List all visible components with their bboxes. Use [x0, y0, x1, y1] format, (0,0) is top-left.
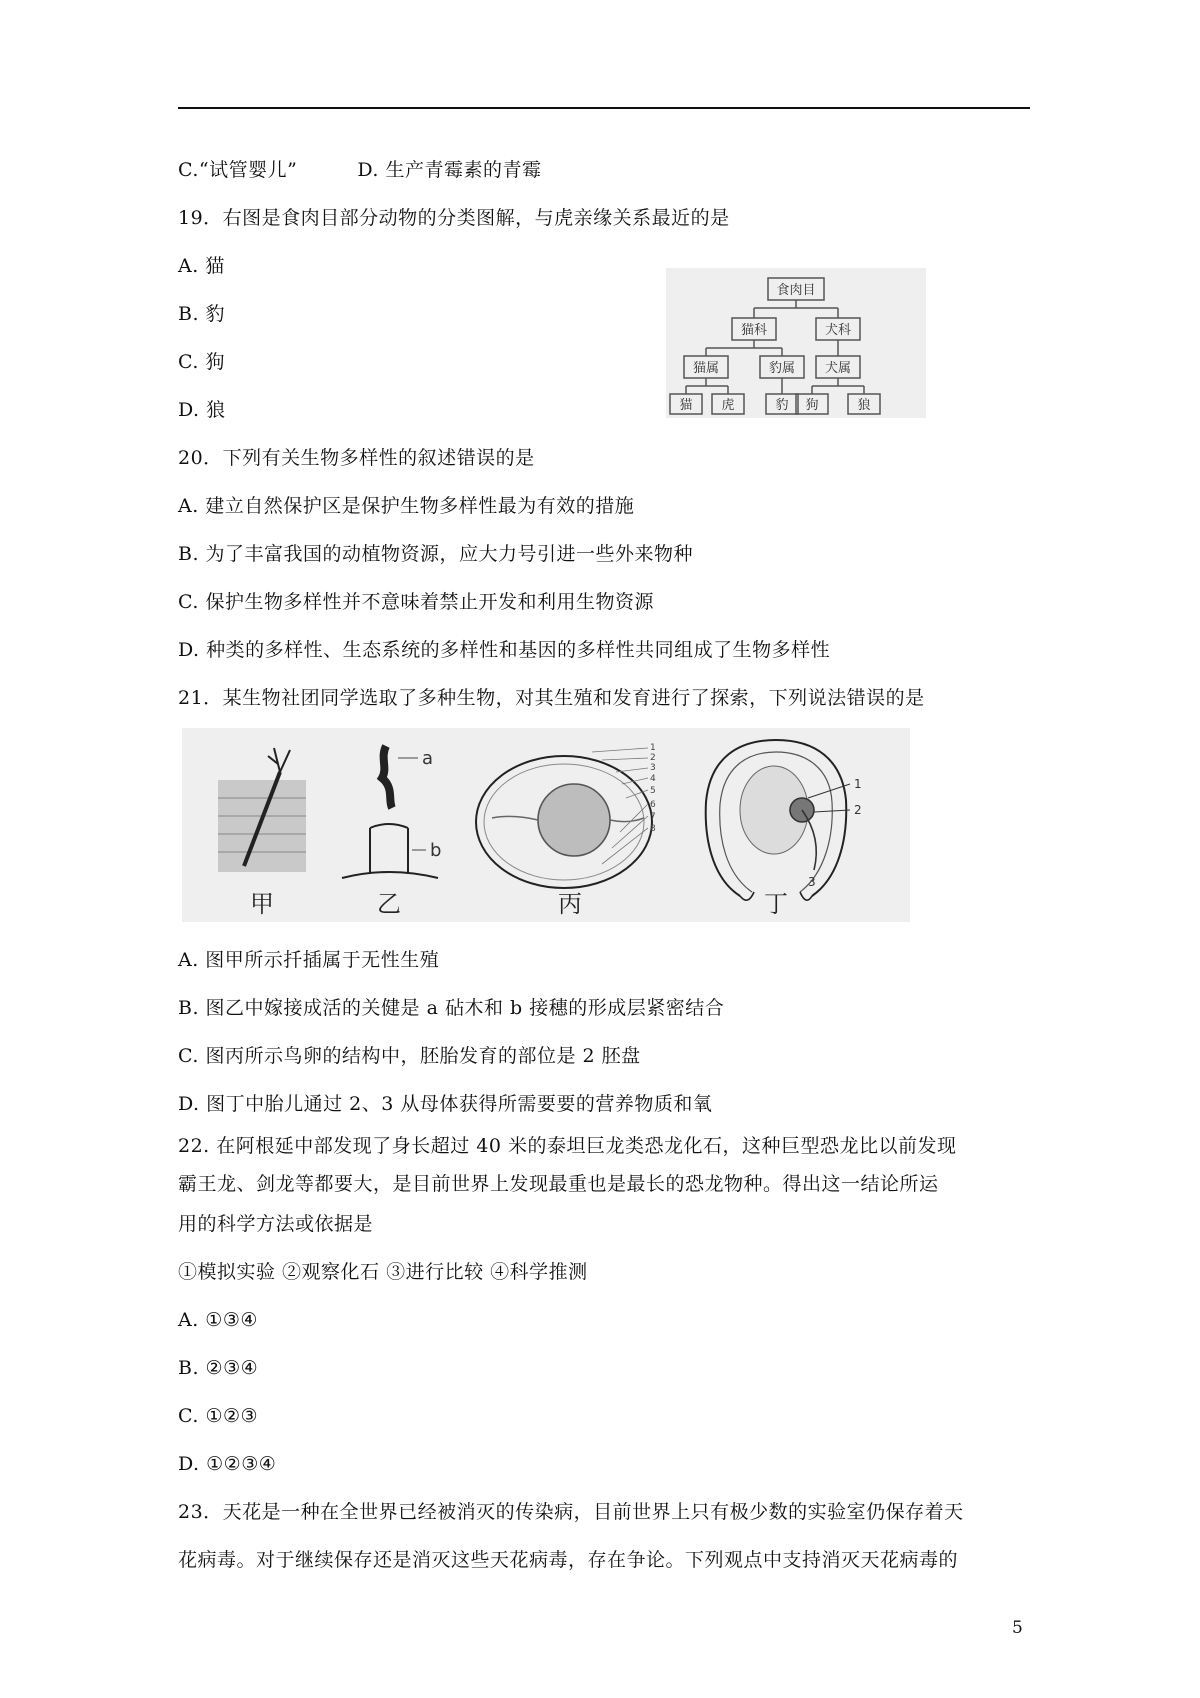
graft-upper: [382, 746, 392, 808]
egg-label-1: 1: [650, 743, 656, 753]
uterus-diagram: [706, 740, 862, 900]
classification-tree-diagram: [666, 268, 926, 418]
tree-label-species-tiger: 虎: [721, 398, 735, 413]
q20-stem: 20．下列有关生物多样性的叙述错误的是: [178, 447, 535, 469]
graft-label-b: b: [430, 840, 442, 861]
uterus-label-2: 2: [854, 803, 862, 817]
q19-stem: 19．右图是食肉目部分动物的分类图解，与虎亲缘关系最近的是: [178, 207, 730, 229]
q21-option-c: C. 图丙所示鸟卵的结构中，胚胎发育的部位是 2 胚盘: [178, 1045, 641, 1067]
q19-option-b: B. 豹: [178, 303, 226, 325]
tree-label-family-cat: 猫科: [740, 323, 768, 338]
q18-option-d: D. 生产青霉素的青霉: [357, 159, 542, 181]
caption-yi: 乙: [377, 890, 401, 918]
q23-stem-line-2: 花病毒。对于继续保存还是消灭这些天花病毒，存在争论。下列观点中支持消灭天花病毒的: [178, 1549, 959, 1571]
reproduction-diagrams: [182, 728, 910, 922]
egg-label-8: 8: [650, 824, 656, 834]
q22-option-b: B. ②③④: [178, 1357, 259, 1379]
q22-option-a: A. ①③④: [178, 1309, 258, 1331]
egg-label-7: 7: [650, 812, 656, 822]
tree-label-order: 食肉目: [776, 283, 816, 298]
egg-label-3: 3: [650, 763, 656, 773]
tree-label-genus-cat: 猫属: [692, 361, 720, 376]
soil-block: [218, 780, 306, 872]
q22-option-c: C. ①②③: [178, 1405, 259, 1427]
egg-yolk: [538, 784, 610, 856]
q22-option-d: D. ①②③④: [178, 1453, 277, 1475]
egg-label-2: 2: [650, 753, 656, 763]
q18-option-c: C.“试管婴儿”: [178, 159, 298, 181]
uterus-label-3: 3: [808, 875, 816, 889]
q20-option-d: D. 种类的多样性、生态系统的多样性和基因的多样性共同组成了生物多样性: [178, 639, 831, 661]
header-rule: [178, 107, 1030, 109]
q20-option-b: B. 为了丰富我国的动植物资源，应大力号引进一些外来物种: [178, 543, 694, 565]
q20-option-c: C. 保护生物多样性并不意味着禁止开发和利用生物资源: [178, 591, 654, 613]
caption-jia: 甲: [250, 890, 274, 918]
q19-option-d: D. 狼: [178, 399, 226, 421]
egg-label-4: 4: [650, 774, 656, 784]
q22-methods: ①模拟实验 ②观察化石 ③进行比较 ④科学推测: [178, 1261, 588, 1283]
page-number: 5: [1012, 1618, 1023, 1638]
egg-diagram: [476, 743, 656, 888]
tree-label-species-wolf: 狼: [857, 398, 871, 413]
egg-label-5: 5: [650, 786, 656, 796]
tree-label-genus-dog: 犬属: [824, 361, 852, 376]
grafting-diagram: [342, 746, 441, 878]
uterus-label-1: 1: [854, 777, 862, 791]
q19-option-a: A. 猫: [178, 255, 225, 277]
classification-tree-figure: [666, 268, 926, 418]
caption-ding: 丁: [764, 890, 788, 918]
tree-label-species-cat: 猫: [679, 398, 693, 413]
caption-bing: 丙: [558, 890, 582, 918]
q21-option-b: B. 图乙中嫁接成活的关健是 a 砧木和 b 接穗的形成层紧密结合: [178, 997, 725, 1019]
tree-label-species-leopard: 豹: [775, 398, 789, 413]
q23-stem-line-1: 23．天花是一种在全世界已经被消灭的传染病，目前世界上只有极少数的实验室仍保存着天: [178, 1501, 964, 1523]
reproduction-figure: [182, 728, 910, 922]
q19-option-c: C. 狗: [178, 351, 225, 373]
q21-option-a: A. 图甲所示扦插属于无性生殖: [178, 949, 440, 971]
tree-label-genus-panther: 豹属: [768, 361, 796, 376]
q21-stem: 21．某生物社团同学选取了多种生物，对其生殖和发育进行了探索，下列说法错误的是: [178, 687, 925, 709]
q22-stem-line-2: 霸王龙、剑龙等都要大，是目前世界上发现最重也是最长的恐龙物种。得出这一结论所运: [178, 1173, 939, 1195]
q22-stem-line-3: 用的科学方法或依据是: [178, 1213, 374, 1235]
egg-label-6: 6: [650, 800, 656, 810]
graft-stock: [370, 824, 408, 874]
q21-option-d: D. 图丁中胎儿通过 2、3 从母体获得所需要要的营养物质和氧: [178, 1093, 713, 1115]
tree-label-species-dog: 狗: [805, 398, 819, 413]
tree-label-family-dog: 犬科: [824, 323, 852, 338]
q18-options-row: [178, 158, 541, 182]
cutting-diagram: [218, 748, 306, 872]
q20-option-a: A. 建立自然保护区是保护生物多样性最为有效的措施: [178, 495, 635, 517]
q22-stem-line-1: 22. 在阿根延中部发现了身长超过 40 米的泰坦巨龙类恐龙化石，这种巨型恐龙比以前发现: [178, 1135, 957, 1157]
graft-label-a: a: [422, 748, 434, 769]
